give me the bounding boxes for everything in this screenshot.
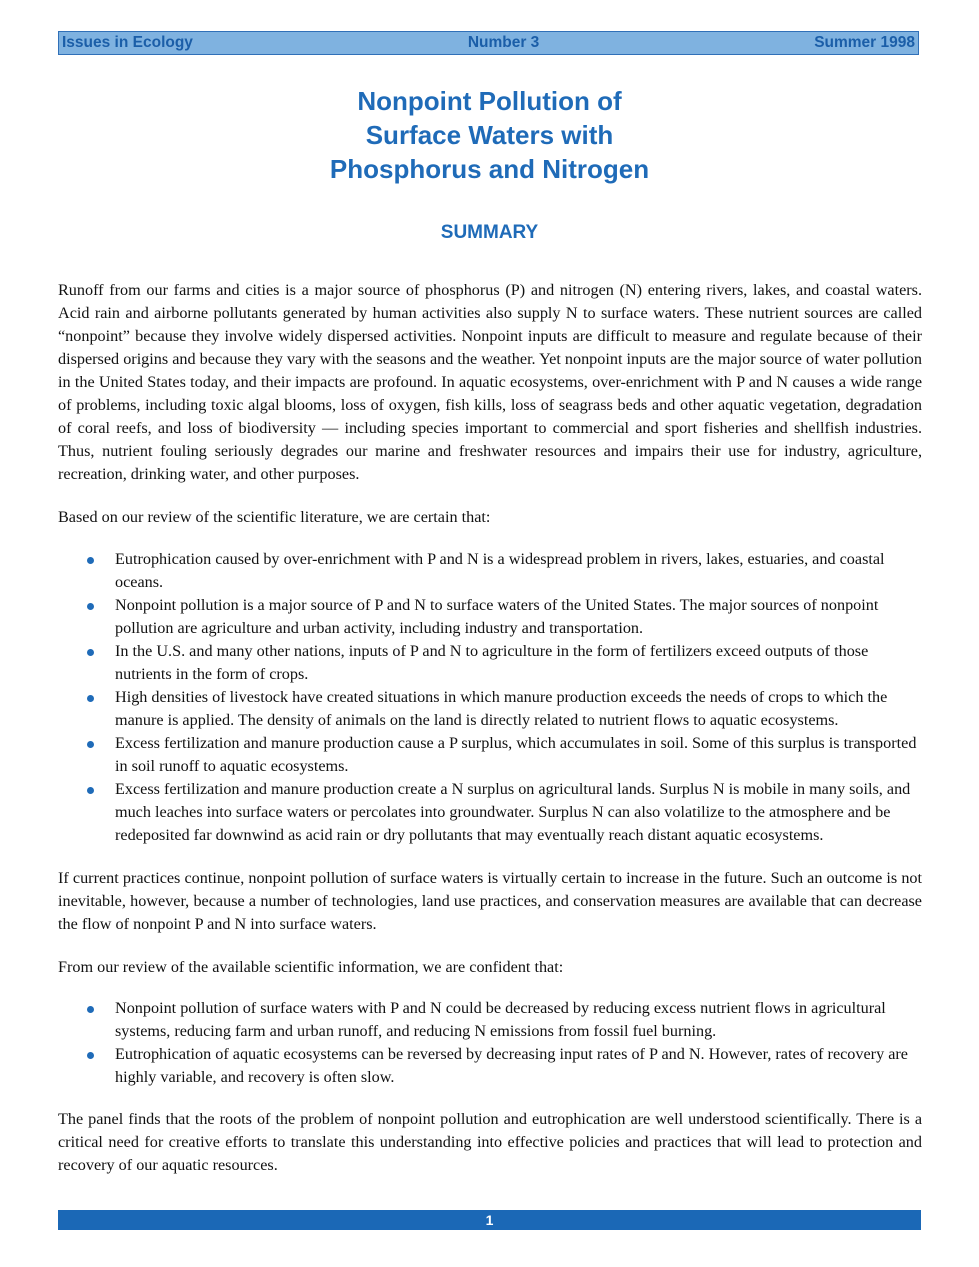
page-number: 1 <box>485 1212 494 1228</box>
page-footer <box>58 1210 921 1230</box>
list-item-text: Nonpoint pollution is a major source of P and N to surface waters of the United States. The major sources of nonpoint pollution are agriculture and urban activity, including industry and transportation. <box>115 596 879 637</box>
journal-name: Issues in Ecology <box>62 34 193 51</box>
future-paragraph: If current practices continue, nonpoint pollution of surface waters is virtually certain to increase in the future. Such an outcome is not inevitable, however, because a number of technologies, land use practices, and conservation measures are available that can decrease the flow of nonpoint P and N into surface waters. <box>58 869 922 933</box>
certain-bullet-list <box>58 548 922 847</box>
page-title <box>0 84 979 186</box>
list-item-text: In the U.S. and many other nations, inputs of P and N to agriculture in the form of fertilizers exceed outputs of those nutrients in the form of crops. <box>115 642 869 683</box>
intro-paragraph: Runoff from our farms and cities is a major source of phosphorus (P) and nitrogen (N) entering rivers, lakes, and coastal waters. Acid rain and airborne pollutants generated by human activities also supply N to surface waters. These nutrient sources are called “nonpoint” because they involve widely dispersed activities. Nonpoint inputs are difficult to measure and regulate because of their dispersed origins and because they vary with the seasons and the weather. Yet nonpoint inputs are the major source of water pollution in the United States today, and their impacts are profound. In aquatic ecosystems, over-enrichment with P and N causes a wide range of problems, including toxic algal blooms, loss of oxygen, fish kills, loss of seagrass beds and other aquatic vegetation, degradation of coral reefs, and loss of biodiversity — including species important to commercial and sport fisheries and shellfish industries. Thus, nutrient fouling seriously degrades our marine and freshwater resources and impairs their use for industry, agriculture, recreation, drinking water, and other purposes. <box>58 281 922 483</box>
issue-number: Number 3 <box>467 34 540 51</box>
list-item <box>58 1043 922 1089</box>
bullet-icon <box>87 1006 94 1013</box>
title-line-3: Phosphorus and Nitrogen <box>329 154 650 184</box>
bullet-icon <box>87 649 94 656</box>
closing-paragraph: The panel finds that the roots of the problem of nonpoint pollution and eutrophication are well understood scientifically. There is a critical need for creative efforts to translate this understanding into effective policies and practices that will lead to protection and recovery of our aquatic resources. <box>58 1110 922 1174</box>
list-item <box>58 640 922 686</box>
issue-date: Summer 1998 <box>814 34 915 51</box>
confident-bullet-list <box>58 997 922 1089</box>
list-item-text: Eutrophication caused by over-enrichment with P and N is a widespread problem in rivers, lakes, estuaries, and coastal oceans. <box>115 550 885 591</box>
confident-lead-paragraph: From our review of the available scientific information, we are confident that: <box>58 958 564 976</box>
bullet-icon <box>87 695 94 702</box>
title-line-2: Surface Waters with <box>365 120 614 150</box>
bullet-icon <box>87 557 94 564</box>
list-item <box>58 778 922 847</box>
list-item-text: Eutrophication of aquatic ecosystems can be reversed by decreasing input rates of P and N. However, rates of recovery are highly variable, and recovery is often slow. <box>115 1045 908 1086</box>
list-item <box>58 594 922 640</box>
certain-lead-paragraph: Based on our review of the scientific literature, we are certain that: <box>58 508 491 526</box>
list-item-text: High densities of livestock have created situations in which manure production exceeds the needs of crops to which the manure is applied. The density of animals on the land is directly related to nutrient flows to aquatic ecosystems. <box>115 688 888 729</box>
bullet-icon <box>87 603 94 610</box>
bullet-icon <box>87 1052 94 1059</box>
bullet-icon <box>87 741 94 748</box>
summary-heading: SUMMARY <box>440 222 539 243</box>
list-item-text: Excess fertilization and manure production create a N surplus on agricultural lands. Surplus N is mobile in many soils, and much leaches into surface waters or percolates into groundwater. Surplus N can also volatilize to the atmosphere and be redeposited far downwind as acid rain or dry pollutants that may eventually reach distant aquatic ecosystems. <box>115 780 911 844</box>
list-item-text: Excess fertilization and manure production cause a P surplus, which accumulates in soil. Some of this surplus is transported in soil runoff to aquatic ecosystems. <box>115 734 917 775</box>
list-item <box>58 997 922 1043</box>
list-item <box>58 732 922 778</box>
bullet-icon <box>87 787 94 794</box>
list-item-text: Nonpoint pollution of surface waters with P and N could be decreased by reducing excess nutrient flows in agricultural systems, reducing farm and urban runoff, and reducing N emissions from fossil fuel burning. <box>115 999 886 1040</box>
running-header <box>58 31 919 55</box>
list-item <box>58 548 922 594</box>
title-line-1: Nonpoint Pollution of <box>357 86 622 116</box>
list-item <box>58 686 922 732</box>
